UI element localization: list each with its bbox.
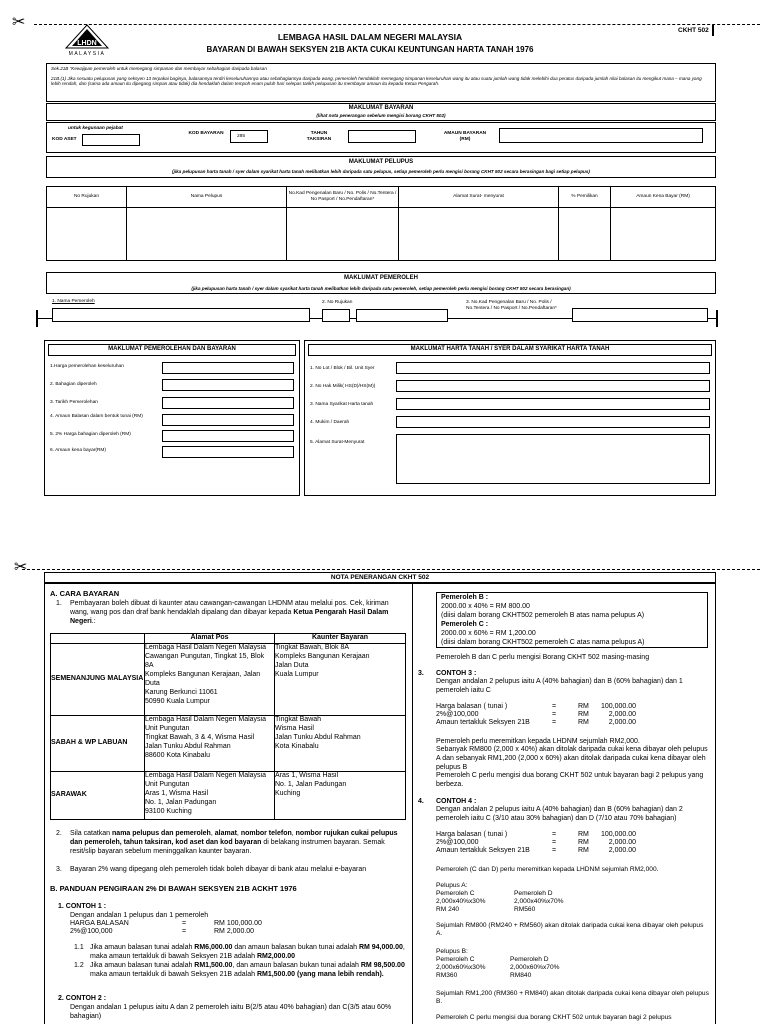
c12-b3: RM1,500.00 (yang mana lebih rendah). [256,970,384,978]
kaunter-sabah: Tingkat Bawah Wisma Hasil Jalan Tunku Abdul Rahman Kota Kinabalu [275,715,406,771]
c3-calc-val-1: 100,000.00 [600,703,636,710]
c3-calc-eq-3: = [552,719,557,726]
statute-line-2: 21B.(1) Jika sesuatu pelupusan yang seksyen 13 terpakai baginya, balasannya terdiri keseluruhannya atau sebahagiannya daripada wang, pemeroleh hendaklah memegang simpanan keseluruhan wang itu atau suatu jumlah wang tidak melebihi dua peratus daripada jumlah nilai balasan itu mengikut mana – mana yang lebih rendah, dan (sama ada amaun itu dipegang simpan atau tidak) dia hendaklah dalam tempoh enam puluh hari selepas tarikh pelupusan itu membayar amaun itu kepada Ketua Pengarah. [51,75,702,86]
c4-calc-label-1: Harga balasan ( tunai ) [436,831,508,838]
result-b-title: Pemeroleh B : [441,594,489,601]
c4-calc-label-3: Amaun tertakluk Seksyen 21B [436,847,530,854]
pelupus-a-title: Pelupus A: [436,882,468,889]
perolehan-field-5[interactable] [162,430,294,442]
a2-b3: nombor telefon [240,830,292,837]
perolehan-heading-box [48,344,296,356]
pelupus-a-c-result: RM 240 [436,906,460,913]
pelupus-b-d-result: RM840 [510,972,532,979]
pelupus-a-col-d: Pemeroleh D [514,890,553,897]
nota-heading-box [44,572,716,583]
a1-text [70,600,406,627]
a2-t2: , [210,830,215,837]
c3-calc-label-1: Harga balasan ( tunai ) [436,703,508,710]
c3-calc-val-3: 2,000.00 [608,719,636,726]
logo-text: LHDN [77,40,97,47]
pos-sarawak: Lembaga Hasil Dalam Negeri Malaysia Unit Pungutan Aras 1, Wisma Hasil No. 1, Jalan Padungan 93100 Kuching [145,771,275,819]
page-subtitle: BAYARAN DI BAWAH SEKSYEN 21B AKTA CUKAI KEUNTUNGAN HARTA TANAH 1976 [206,45,534,54]
harta-item-3: 3. Nama Syarikat Harta tanah [310,402,374,407]
c4-calc-cur-1: RM [578,831,589,838]
nama-pemeroleh-field[interactable] [52,308,310,322]
page-title: LEMBAGA HASIL DALAM NEGERI MALAYSIA [277,32,463,42]
pelupus-b-d-calc: 2,000x60%x70% [510,964,560,971]
perolehan-item-6: 6. Amaun kena bayar(RM) [50,448,106,453]
col-pemilikan: % Pemilikan [559,187,611,208]
th-region [51,634,145,644]
form-code-bracket [712,25,714,36]
contoh-4-number: 4. [418,798,424,805]
pos-sabah: Lembaga Hasil Dalam Negeri Malaysia Unit Pungutan Tingkat Bawah, 3 & 4, Wisma Hasil Jalan Tunku Abdul Rahman 88600 Kota Kinabalu [145,715,275,771]
kod-bayaran-value: 285 [237,134,246,139]
harta-item-1: 1. No Lot / Blok / Bil. Unit Syer [310,366,375,371]
result-b-line-2: (diisi dalam borang CKHT502 pemeroleh B atas nama pelupus A) [441,611,645,619]
harta-field-4[interactable] [396,416,710,428]
a2-text [70,830,406,857]
perolehan-item-3: 3. Tarikh Pemerolehan [50,400,98,405]
c3-para-3: Pemeroleh C perlu mengisi dua borang CKHT 502 untuk bayaran bagi 2 pelupus yang berbeza. [436,772,704,788]
c4-calc-label-2: 2%@100,000 [436,839,479,846]
pelupus-cell-alamat[interactable] [399,208,559,261]
pelupus-cell-nama[interactable] [127,208,287,261]
contoh-1-hb-label: HARGA BALASAN [70,920,129,927]
c4-para-1: Pemeroleh (C dan D) perlu meremitkan kepada LHDNM sejumlah RM2,000. [436,866,659,873]
pemeroleh-subheading: (jika pelupusan harta tanah / syer dalam syarikat harta tanah melibatkan lebih daripada satu pemeroleh, setiap pemeroleh perlu mengisi borang CKHT 502 secara berasingan) [191,285,571,291]
c11-t2: dan amaun balasan bukan tunai adalah [232,944,359,951]
a2-t5: di belakang instrumen bayaran. Semak resit/slip bayaran sebelum meninggalkan kaunter bayaran. [70,838,385,855]
tahun-taksiran-label: TAHUN TAKSIRAN [306,131,332,142]
harta-field-1[interactable] [396,362,710,374]
contoh-1-title: 1. CONTOH 1 : [58,903,107,910]
office-use-label: untuk kegunaan pejabat [68,126,123,131]
pelupus-b-title: Pelupus B: [436,948,468,955]
a3-text: Bayaran 2% wang dipegang oleh pemeroleh tidak boleh dibayar di bank atau melalui e-bayaran [70,866,367,873]
section-b-title: B. PANDUAN PENGIRAAN 2% DI BAWAH SEKSYEN 21B ACKHT 1976 [50,884,297,893]
perolehan-item-5: 5. 2% Harga bahagian diperoleh (RM) [50,432,131,437]
pelupus-cell-kp[interactable] [287,208,399,261]
c12-t1: Jika amaun balasan tunai adalah [90,962,195,969]
nama-pemeroleh-label: 1. Nama Pemeroleh [52,299,95,304]
pelupus-b-col-c: Pemeroleh C [436,956,475,963]
c4-calc-val-3: 2,000.00 [608,847,636,854]
contoh-1-2p-eq: = [182,928,187,935]
tahun-taksiran-field[interactable] [348,130,416,143]
c3-calc-eq-1: = [552,703,557,710]
pelupus-a-sum: Sejumlah RM800 (RM240 + RM560) akan ditolak daripada cukai kena dibayar oleh pelupus A. [436,922,704,938]
perolehan-field-6[interactable] [162,446,294,458]
form-code: CKHT 502 [678,27,709,34]
pelupus-heading: MAKLUMAT PELUPUS [348,159,414,165]
region-sabah: SABAH & WP LABUAN [51,715,145,771]
c11-b2: RM 94,000.00 [358,944,403,951]
c11-b3: RM2,000.00 [256,952,296,960]
pelupus-cell-rujukan[interactable] [47,208,127,261]
perolehan-heading: MAKLUMAT PEMEROLEHAN DAN BAYARAN [108,346,236,352]
perolehan-field-4[interactable] [162,414,294,426]
harta-item-4: 4. Mukim / Daerah [310,420,350,425]
nota-column-divider [412,583,413,1024]
th-alamat-pos: Alamat Pos [145,634,275,644]
perolehan-item-4: 4. Amaun Balasan dalam bentuk tunai (RM) [50,414,143,419]
c4-calc-val-2: 2,000.00 [608,839,636,846]
kod-aset-label: KOD ASET [52,137,77,142]
pelupus-subheading: (jika pelupusan harta tanah / syer dalam syarikat harta tanah melibatkan lebih daripada satu pelupus, setiap pemeroleh perlu mengisi borang CKHT 502 secara berasingan bagi setiap pelupus) [172,168,590,174]
c3-calc-eq-2: = [552,711,557,718]
col-no-rujukan: No Rujukan [47,187,127,208]
region-semenanjung: SEMENANJUNG MALAYSIA [51,643,145,715]
kod-aset-field[interactable] [82,134,140,146]
c3-calc-cur-3: RM [578,719,589,726]
c4-calc-eq-1: = [552,831,557,838]
c12-b1: RM1,500.00 [194,962,233,969]
example-result-box [436,592,708,648]
no-rujukan-pemeroleh-field-2[interactable] [356,309,448,322]
kaunter-semenanjung: Tingkat Bawah, Blok 8A Kompleks Bangunan Kerajaan Jalan Duta Kuala Lumpur [275,643,406,715]
a2-b1: nama pelupus dan pemeroleh [112,830,211,837]
pelupus-b-sum: Sejumlah RM1,200 (RM360 + RM840) akan ditolak daripada cukai kena dibayar oleh pelupus B. [436,990,709,1006]
pelupus-heading-box [46,156,716,178]
perolehan-item-2: 2. Bahagian diperoleh [50,382,97,387]
c3-calc-val-2: 2,000.00 [608,711,636,718]
c12-text [90,962,406,980]
pelupus-a-col-c: Pemeroleh C [436,890,475,897]
c3-calc-cur-1: RM [578,703,589,710]
amaun-bayaran-field[interactable] [499,128,703,143]
harta-item-5: 5. Alamat Surat-Menyurat [310,440,365,445]
col-alamat: Alamat Surat- menyurat [399,187,559,208]
scissors-icon-2: ✂ [14,559,28,576]
contoh-1-2p-label: 2%@100,000 [70,928,113,935]
a3-number: 3. [56,866,62,873]
harta-field-2[interactable] [396,380,710,392]
kod-bayaran-label: KOD BAYARAN [188,131,224,136]
harta-field-3[interactable] [396,398,710,410]
a2-b4: nombor rujukan cukai pelupus dan pemeroleh, tahun taksiran, kod aset dan kod bayaran [70,830,398,846]
pelupus-a-d-calc: 2,000x40%x70% [514,898,564,905]
contoh-2-title: 2. CONTOH 2 : [58,995,107,1002]
result-bc-note: Pemeroleh B dan C perlu mengisi Borang CKHT 502 masing-masing [436,654,650,661]
result-c-title: Pemeroleh C : [441,620,489,628]
c11-number: 1.1 [74,944,84,951]
lhdn-logo-icon [58,24,116,58]
c11-text [90,944,406,962]
a1-text-post: .: [91,617,96,625]
statute-box [46,63,716,102]
col-nama-pelupus: Nama Pelupus [127,187,287,208]
a2-number: 2. [56,830,62,837]
a1-number: 1. [56,600,62,607]
contoh-3-line: Dengan andalan 2 pelupus iaitu A (40% bahagian) dan B (60% bahagian) dan 1 pemeroleh iaitu C [436,678,683,694]
pelupus-cell-pemilikan[interactable] [559,208,611,261]
c4-calc-val-1: 100,000.00 [600,831,636,838]
c11-b1: RM6,000.00 [194,944,233,951]
contoh-2-line: Dengan andalan 1 pelupus iaitu A dan 2 pemeroleh iaitu B(2/5 atau 40% bahagian) dan C(3/5 atau 60% bahagian) [70,1004,392,1020]
kod-bayaran-field [230,130,268,143]
c4-calc-eq-2: = [552,839,557,846]
pemeroleh-heading-box [46,272,716,294]
th-kaunter: Kaunter Bayaran [275,634,406,644]
contoh-1-line: Dengan andalan 1 pelupus dan 1 pemeroleh [70,912,209,919]
payment-address-table [50,633,406,820]
col-no-kp: No.Kad Pengenalan Baru / No. Polis / No.Tentera / No Pasport / No.Pendaftaran* [287,187,399,208]
perolehan-field-3[interactable] [162,397,294,409]
no-kp-pemeroleh-field[interactable] [572,308,708,322]
last-note: Pemeroleh C perlu mengisi dua borang CKHT 502 untuk bayaran bagi 2 pelupus [436,1014,672,1021]
pelupus-a-c-calc: 2,000x40%x30% [436,898,486,905]
contoh-4-line: Dengan andalan 2 pelupus iaitu A (40% bahagian) dan B (60% bahagian) dan 2 pemeroleh iaitu C (3/10 atau 30% bahagian) dan D (7/10 atau 70% bahagian) [436,806,683,822]
bayaran-heading: MAKLUMAT BAYARAN [348,105,414,111]
perolehan-item-1: 1.Harga pemerolehan keseluruhan [50,364,124,369]
pelupus-table [46,186,716,261]
c11-t1: Jika amaun balasan tunai adalah [90,944,195,951]
harta-heading: MAKLUMAT HARTA TANAH / SYER DALAM SYARIKAT HARTA TANAH [410,346,610,352]
c4-calc-cur-3: RM [578,847,589,854]
result-b-line-1: 2000.00 x 40% = RM 800.00 [441,602,530,610]
contoh-1-2p-value: RM 2,000.00 [214,928,255,935]
a2-t3: , [236,830,241,837]
scissors-icon: ✂ [12,14,26,31]
statute-line-1: Sek.21B "Kewajipan pemeroleh untuk memegang simpanan dan membayar sebahagian daripada balasan [51,66,267,71]
bayaran-heading-box [46,103,716,121]
contoh-3-number: 3. [418,670,424,677]
a1-text-bold: Ketua Pengarah Hasil Dalam Negeri [70,608,389,625]
section-a-title: A. CARA BAYARAN [50,589,120,598]
nota-heading: NOTA PENERANGAN CKHT 502 [330,574,430,581]
no-kp-pemeroleh-label: 3. No.Kad Pengenalan Baru / No. Polis / No.Tentera / No Pasport / No.Pendaftaran* [466,300,557,311]
harta-item-2: 2. No Hak Milik( HS(D)/HS(M)) [310,384,376,389]
result-c-line-1: 2000.00 x 60% = RM 1,200.00 [441,629,536,637]
perolehan-field-1[interactable] [162,362,294,374]
c3-calc-label-2: 2%@100,000 [436,711,479,718]
perolehan-field-2[interactable] [162,379,294,391]
c3-para-2: Sebanyak RM800 (2,000 x 40%) akan ditolak daripada cukai kena dibayar oleh pelupus A dan sebanyak RM1,200 (2,000 x 60%) akan ditolak daripada cukai kena dibayar oleh pelupus B [436,746,708,771]
c4-calc-eq-3: = [552,847,557,854]
a2-t4: , [291,830,296,837]
cut-line-top [34,24,760,25]
c3-calc-label-3: Amaun tertakluk Seksyen 21B [436,719,530,726]
no-rujukan-pemeroleh-label: 2. No Rujukan [322,300,353,305]
pelupus-cell-amaun[interactable] [611,208,716,261]
c3-calc-cur-2: RM [578,711,589,718]
amaun-bayaran-label: AMAUN BAYARAN (RM) [443,131,487,142]
cut-line-middle [22,569,760,570]
no-rujukan-pemeroleh-field-1[interactable] [322,309,350,322]
a1-text-pre: Pembayaran boleh dibuat di kaunter atau cawangan-cawangan LHDNM atau melalui pos. Cek, kiriman wang, wang pos dan draf bank hendaklah dipalang dan dibayar kepada [70,600,389,616]
contoh-4-title: CONTOH 4 : [436,798,477,805]
a2-t1: Sila catatkan [70,830,113,837]
pelupus-a-d-result: RM560 [514,906,536,913]
a2-b2: alamat [214,830,237,837]
c12-t3: maka amaun tertakluk di bawah Seksyen 21B adalah [90,970,257,978]
pelupus-b-c-calc: 2,000x60%x30% [436,964,486,971]
pemeroleh-heading: MAKLUMAT PEMEROLEH [344,275,418,281]
kaunter-sarawak: Aras 1, Wisma Hasil No. 1, Jalan Padungan Kuching [275,771,406,819]
pos-semenanjung: Lembaga Hasil Dalam Negeri Malaysia Cawangan Pungutan, Tingkat 15, Blok 8A Kompleks Bangunan Kerajaan, Jalan Duta Karung Berkunci 11061 50990 Kuala Lumpur [145,643,275,715]
contoh-1-hb-eq: = [182,920,187,927]
c4-calc-cur-2: RM [578,839,589,846]
col-amaun-kena-bayar: Amaun Kena Bayar (RM) [611,187,716,208]
region-sarawak: SARAWAK [51,771,145,819]
harta-heading-box [308,344,712,356]
pelupus-b-col-d: Pemeroleh D [510,956,549,963]
lhdn-logo [58,24,116,58]
harta-field-5[interactable] [396,434,710,484]
c12-b2: RM 98,500.00 [360,962,405,969]
c12-number: 1.2 [74,962,84,969]
pelupus-b-c-result: RM360 [436,972,458,979]
c3-para-1: Pemeroleh perlu meremitkan kepada LHDNM sejumlah RM2,000. [436,738,640,745]
c11-t3: , maka amaun tertakluk di bawah Seksyen 21B adalah [90,944,405,960]
contoh-1-hb-value: RM 100,000.00 [214,920,262,927]
contoh-3-title: CONTOH 3 : [436,670,477,677]
result-c-line-2: (diisi dalam borang CKHT502 pemeroleh C atas nama pelupus A) [441,638,645,646]
c12-t2: , dan amaun balasan bukan tunai adalah [232,962,361,969]
logo-subtext: MALAYSIA [68,51,106,57]
bayaran-subheading: (lihat nota penerangan sebelum mengisi borang CKHT 502) [316,112,446,118]
